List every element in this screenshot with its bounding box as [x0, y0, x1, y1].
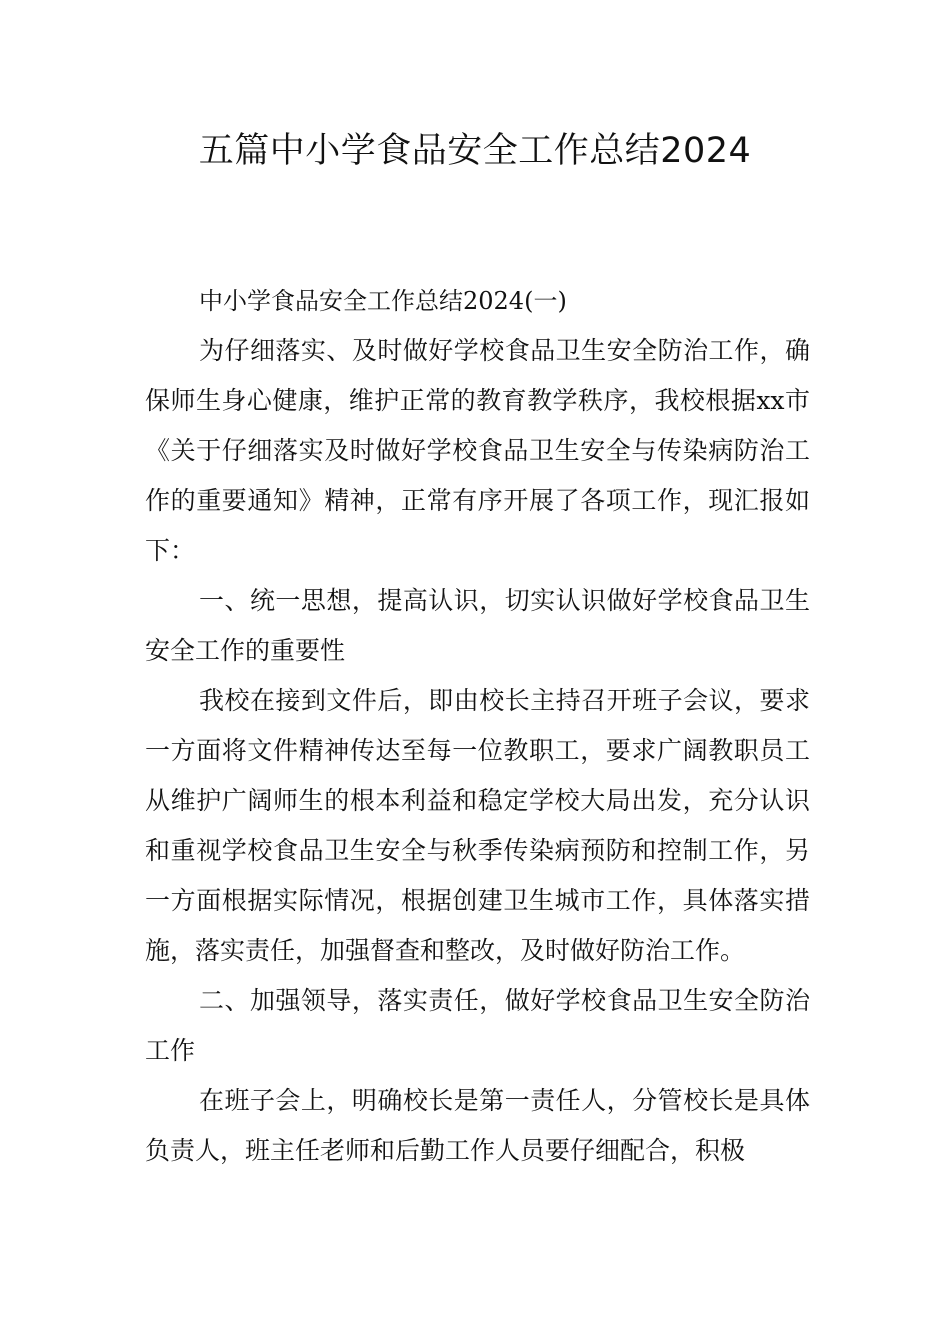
section-heading-1: 一、统一思想，提高认识，切实认识做好学校食品卫生安全工作的重要性: [145, 586, 810, 665]
document-body: [145, 276, 810, 1176]
body-paragraph-1: 我校在接到文件后，即由校长主持召开班子会议，要求一方面将文件精神传达至每一位教职工，要求广阔教职员工从维护广阔师生的根本利益和稳定学校大局出发，充分认识和重视学校食品卫生安全与秋季传染病预防和控制工作，另一方面根据实际情况，根据创建卫生城市工作，具体落实措施，落实责任，加强督查和整改，及时做好防治工作。: [145, 686, 810, 965]
document-title: 五篇中小学食品安全工作总结2024: [198, 131, 752, 171]
section-subtitle: 中小学食品安全工作总结2024(一): [199, 287, 567, 315]
body-paragraph-2: 在班子会上，明确校长是第一责任人，分管校长是具体负责人，班主任老师和后勤工作人员要仔细配合，积极: [145, 1086, 810, 1165]
section-heading-2: 二、加强领导，落实责任，做好学校食品卫生安全防治工作: [145, 986, 810, 1065]
body-paragraph-intro: 为仔细落实、及时做好学校食品卫生安全防治工作，确保师生身心健康，维护正常的教育教学秩序，我校根据xx市《关于仔细落实及时做好学校食品卫生安全与传染病防治工作的重要通知》精神，正常有序开展了各项工作，现汇报如下：: [145, 336, 810, 565]
